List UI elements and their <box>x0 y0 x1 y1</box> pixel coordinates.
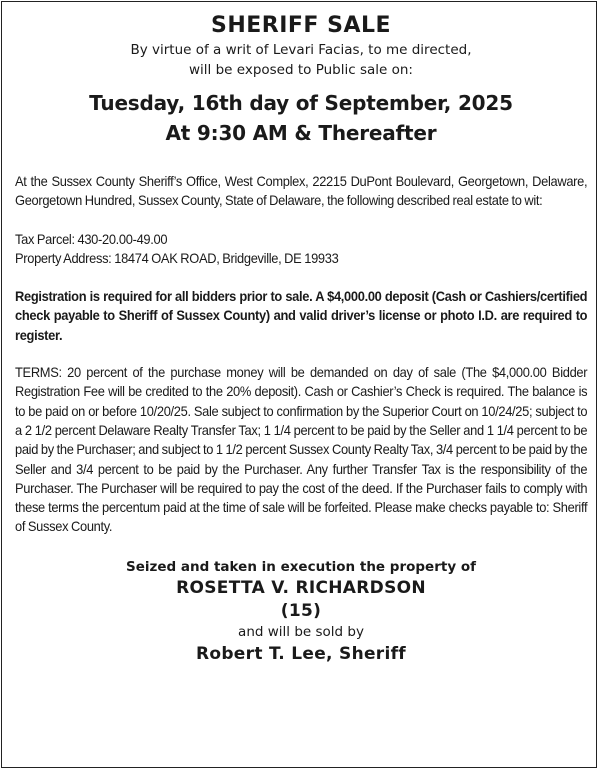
sale-location: At the Sussex County Sheriff’s Office, West Complex, 22215 DuPont Boulevard, Georgetown, Delaware, Georgetown Hundred, Sussex County, State of Delaware, the following described real estate to wit: <box>15 173 588 209</box>
seized-statement: Seized and taken in execution the property of <box>126 558 476 575</box>
intro-line-2: will be exposed to Public sale on: <box>189 62 413 78</box>
case-number: (15) <box>280 600 322 621</box>
sold-by-statement: and will be sold by <box>238 623 364 640</box>
registration-requirement: Registration is required for all bidders prior to sale. A $4,000.00 deposit (Cash or Cashiers/certified check payable to Sheriff of Sussex County) and valid driver’s license or photo I.D. are required to register. <box>15 288 588 343</box>
sheriff-signature: Robert T. Lee, Sheriff <box>195 643 407 664</box>
sale-date: Tuesday, 16th day of September, 2025 <box>89 91 513 115</box>
notice-title: SHERIFF SALE <box>210 13 392 38</box>
terms-of-sale: TERMS: 20 percent of the purchase money will be demanded on day of sale (The $4,000.00 Bidder Registration Fee will be credited to the 20% deposit). Cash or Cashier’s Check is required. The balance is to be paid on or before 10/20/25. Sale subject to confirmation by the Superior Court on 10/24/25; subject to a 2 1/2 percent Delaware Realty Transfer Tax; 1 1/4 percent to be paid by the Seller and 1 1/4 percent to be paid by the Purchaser; and subject to 1 1/2 percent Sussex County Realty Tax, 3/4 percent to be paid by the Seller and 3/4 percent to be paid by the Purchaser. Any further Transfer Tax is the responsibility of the Purchaser. The Purchaser will be required to pay the cost of the deed. If the Purchaser fails to comply with these terms the percentum paid at the time of sale will be forfeited. Please make checks payable to: Sheriff of Sussex County. <box>15 364 588 535</box>
defendant-name: ROSETTA V. RICHARDSON <box>176 577 426 598</box>
property-address: Property Address: 18474 OAK ROAD, Bridgeville, DE 19933 <box>15 249 339 266</box>
intro-line-1: By virtue of a writ of Levari Facias, to me directed, <box>130 42 472 58</box>
sale-time: At 9:30 AM & Thereafter <box>165 121 437 145</box>
tax-parcel: Tax Parcel: 430-20.00-49.00 <box>15 230 168 247</box>
sheriff-sale-notice <box>15 0 587 666</box>
